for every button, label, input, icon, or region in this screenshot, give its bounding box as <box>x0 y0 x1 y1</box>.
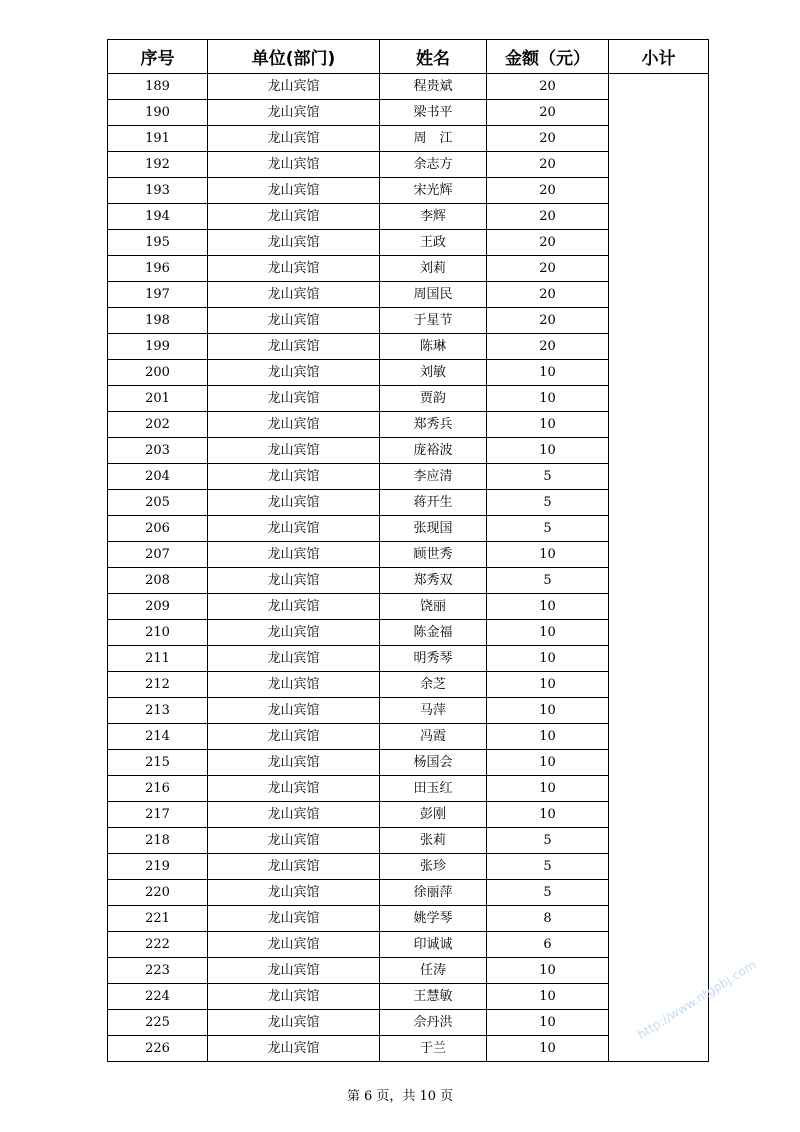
cell-unit: 龙山宾馆 <box>208 568 380 594</box>
cell-seq: 195 <box>108 230 208 256</box>
cell-name: 周国民 <box>380 282 487 308</box>
cell-unit: 龙山宾馆 <box>208 854 380 880</box>
cell-amount: 5 <box>487 516 609 542</box>
cell-seq: 215 <box>108 750 208 776</box>
table-body <box>108 74 709 1062</box>
cell-seq: 205 <box>108 490 208 516</box>
cell-unit: 龙山宾馆 <box>208 620 380 646</box>
cell-amount: 20 <box>487 74 609 100</box>
cell-seq: 202 <box>108 412 208 438</box>
cell-name: 李辉 <box>380 204 487 230</box>
cell-seq: 203 <box>108 438 208 464</box>
cell-name: 郑秀兵 <box>380 412 487 438</box>
cell-name: 王政 <box>380 230 487 256</box>
cell-seq: 194 <box>108 204 208 230</box>
cell-amount: 10 <box>487 958 609 984</box>
cell-unit: 龙山宾馆 <box>208 802 380 828</box>
cell-amount: 20 <box>487 308 609 334</box>
watermark-text: http://www.ntgpbj.com <box>635 957 759 1042</box>
cell-amount: 10 <box>487 620 609 646</box>
cell-seq: 191 <box>108 126 208 152</box>
cell-name: 王慧敏 <box>380 984 487 1010</box>
cell-name: 庞裕波 <box>380 438 487 464</box>
cell-unit: 龙山宾馆 <box>208 490 380 516</box>
header-amount: 金额（元） <box>487 40 609 74</box>
cell-unit: 龙山宾馆 <box>208 126 380 152</box>
cell-unit: 龙山宾馆 <box>208 646 380 672</box>
cell-unit: 龙山宾馆 <box>208 282 380 308</box>
cell-name: 程贵斌 <box>380 74 487 100</box>
cell-name: 陈琳 <box>380 334 487 360</box>
cell-amount: 5 <box>487 854 609 880</box>
cell-name: 贾韵 <box>380 386 487 412</box>
cell-seq: 221 <box>108 906 208 932</box>
cell-unit: 龙山宾馆 <box>208 152 380 178</box>
cell-amount: 10 <box>487 412 609 438</box>
cell-unit: 龙山宾馆 <box>208 594 380 620</box>
cell-name: 余芝 <box>380 672 487 698</box>
cell-seq: 189 <box>108 74 208 100</box>
cell-unit: 龙山宾馆 <box>208 464 380 490</box>
cell-seq: 223 <box>108 958 208 984</box>
cell-name: 梁书平 <box>380 100 487 126</box>
cell-seq: 220 <box>108 880 208 906</box>
cell-seq: 200 <box>108 360 208 386</box>
cell-unit: 龙山宾馆 <box>208 386 380 412</box>
cell-amount: 5 <box>487 880 609 906</box>
header-seq: 序号 <box>108 40 208 74</box>
cell-name: 刘敏 <box>380 360 487 386</box>
cell-seq: 222 <box>108 932 208 958</box>
cell-unit: 龙山宾馆 <box>208 542 380 568</box>
cell-unit: 龙山宾馆 <box>208 828 380 854</box>
header-subtotal: 小计 <box>609 40 709 74</box>
cell-amount: 5 <box>487 464 609 490</box>
cell-name: 李应清 <box>380 464 487 490</box>
cell-seq: 213 <box>108 698 208 724</box>
cell-amount: 10 <box>487 594 609 620</box>
cell-name: 佘丹洪 <box>380 1010 487 1036</box>
cell-seq: 206 <box>108 516 208 542</box>
cell-amount: 5 <box>487 568 609 594</box>
cell-name: 于星节 <box>380 308 487 334</box>
cell-amount: 20 <box>487 282 609 308</box>
cell-unit: 龙山宾馆 <box>208 776 380 802</box>
cell-unit: 龙山宾馆 <box>208 724 380 750</box>
cell-amount: 10 <box>487 776 609 802</box>
cell-amount: 5 <box>487 490 609 516</box>
cell-seq: 208 <box>108 568 208 594</box>
cell-amount: 20 <box>487 334 609 360</box>
cell-unit: 龙山宾馆 <box>208 1036 380 1062</box>
cell-unit: 龙山宾馆 <box>208 360 380 386</box>
cell-unit: 龙山宾馆 <box>208 672 380 698</box>
cell-seq: 198 <box>108 308 208 334</box>
cell-amount: 20 <box>487 126 609 152</box>
cell-seq: 224 <box>108 984 208 1010</box>
cell-unit: 龙山宾馆 <box>208 906 380 932</box>
cell-seq: 216 <box>108 776 208 802</box>
cell-amount: 6 <box>487 932 609 958</box>
cell-name: 田玉红 <box>380 776 487 802</box>
cell-amount: 10 <box>487 646 609 672</box>
cell-seq: 219 <box>108 854 208 880</box>
table-header <box>108 40 709 74</box>
cell-name: 陈金福 <box>380 620 487 646</box>
cell-name: 任涛 <box>380 958 487 984</box>
cell-amount: 10 <box>487 542 609 568</box>
cell-name: 于兰 <box>380 1036 487 1062</box>
header-unit: 单位(部门) <box>208 40 380 74</box>
cell-amount: 20 <box>487 100 609 126</box>
cell-amount: 10 <box>487 672 609 698</box>
cell-name: 郑秀双 <box>380 568 487 594</box>
cell-name: 余志方 <box>380 152 487 178</box>
cell-name: 饶丽 <box>380 594 487 620</box>
cell-unit: 龙山宾馆 <box>208 412 380 438</box>
cell-unit: 龙山宾馆 <box>208 256 380 282</box>
cell-seq: 190 <box>108 100 208 126</box>
cell-amount: 10 <box>487 438 609 464</box>
cell-unit: 龙山宾馆 <box>208 230 380 256</box>
cell-unit: 龙山宾馆 <box>208 750 380 776</box>
cell-name: 姚学琴 <box>380 906 487 932</box>
cell-unit: 龙山宾馆 <box>208 308 380 334</box>
cell-seq: 193 <box>108 178 208 204</box>
cell-name: 印诚诚 <box>380 932 487 958</box>
table-row <box>108 74 709 100</box>
cell-amount: 10 <box>487 724 609 750</box>
cell-name: 杨国会 <box>380 750 487 776</box>
cell-amount: 10 <box>487 1010 609 1036</box>
cell-seq: 210 <box>108 620 208 646</box>
cell-amount: 5 <box>487 828 609 854</box>
donation-table <box>107 39 709 1062</box>
cell-amount: 10 <box>487 1036 609 1062</box>
cell-amount: 20 <box>487 152 609 178</box>
page-number: 第 6 页，共 10 页 <box>346 1089 454 1104</box>
cell-amount: 20 <box>487 256 609 282</box>
cell-amount: 20 <box>487 230 609 256</box>
cell-unit: 龙山宾馆 <box>208 204 380 230</box>
cell-seq: 225 <box>108 1010 208 1036</box>
cell-seq: 196 <box>108 256 208 282</box>
cell-seq: 211 <box>108 646 208 672</box>
cell-subtotal <box>609 74 709 1062</box>
cell-amount: 20 <box>487 204 609 230</box>
cell-amount: 8 <box>487 906 609 932</box>
cell-seq: 209 <box>108 594 208 620</box>
cell-name: 冯霞 <box>380 724 487 750</box>
cell-unit: 龙山宾馆 <box>208 958 380 984</box>
cell-name: 顾世秀 <box>380 542 487 568</box>
cell-amount: 10 <box>487 386 609 412</box>
cell-seq: 199 <box>108 334 208 360</box>
cell-unit: 龙山宾馆 <box>208 334 380 360</box>
cell-unit: 龙山宾馆 <box>208 178 380 204</box>
cell-name: 周 江 <box>380 126 487 152</box>
cell-seq: 218 <box>108 828 208 854</box>
cell-amount: 10 <box>487 984 609 1010</box>
cell-amount: 10 <box>487 750 609 776</box>
cell-name: 徐丽萍 <box>380 880 487 906</box>
cell-unit: 龙山宾馆 <box>208 438 380 464</box>
cell-unit: 龙山宾馆 <box>208 984 380 1010</box>
header-name: 姓名 <box>380 40 487 74</box>
cell-name: 明秀琴 <box>380 646 487 672</box>
cell-name: 宋光辉 <box>380 178 487 204</box>
cell-name: 马萍 <box>380 698 487 724</box>
cell-seq: 214 <box>108 724 208 750</box>
cell-unit: 龙山宾馆 <box>208 74 380 100</box>
cell-name: 刘莉 <box>380 256 487 282</box>
cell-seq: 207 <box>108 542 208 568</box>
cell-seq: 204 <box>108 464 208 490</box>
cell-name: 张现国 <box>380 516 487 542</box>
cell-name: 张珍 <box>380 854 487 880</box>
cell-amount: 20 <box>487 178 609 204</box>
cell-seq: 217 <box>108 802 208 828</box>
cell-seq: 192 <box>108 152 208 178</box>
cell-seq: 212 <box>108 672 208 698</box>
cell-unit: 龙山宾馆 <box>208 516 380 542</box>
cell-unit: 龙山宾馆 <box>208 100 380 126</box>
cell-name: 彭刚 <box>380 802 487 828</box>
cell-name: 张莉 <box>380 828 487 854</box>
header-row <box>108 40 709 74</box>
cell-unit: 龙山宾馆 <box>208 932 380 958</box>
cell-seq: 201 <box>108 386 208 412</box>
cell-name: 蒋开生 <box>380 490 487 516</box>
cell-unit: 龙山宾馆 <box>208 1010 380 1036</box>
cell-unit: 龙山宾馆 <box>208 880 380 906</box>
cell-seq: 226 <box>108 1036 208 1062</box>
cell-amount: 10 <box>487 698 609 724</box>
cell-amount: 10 <box>487 360 609 386</box>
cell-unit: 龙山宾馆 <box>208 698 380 724</box>
cell-amount: 10 <box>487 802 609 828</box>
cell-seq: 197 <box>108 282 208 308</box>
